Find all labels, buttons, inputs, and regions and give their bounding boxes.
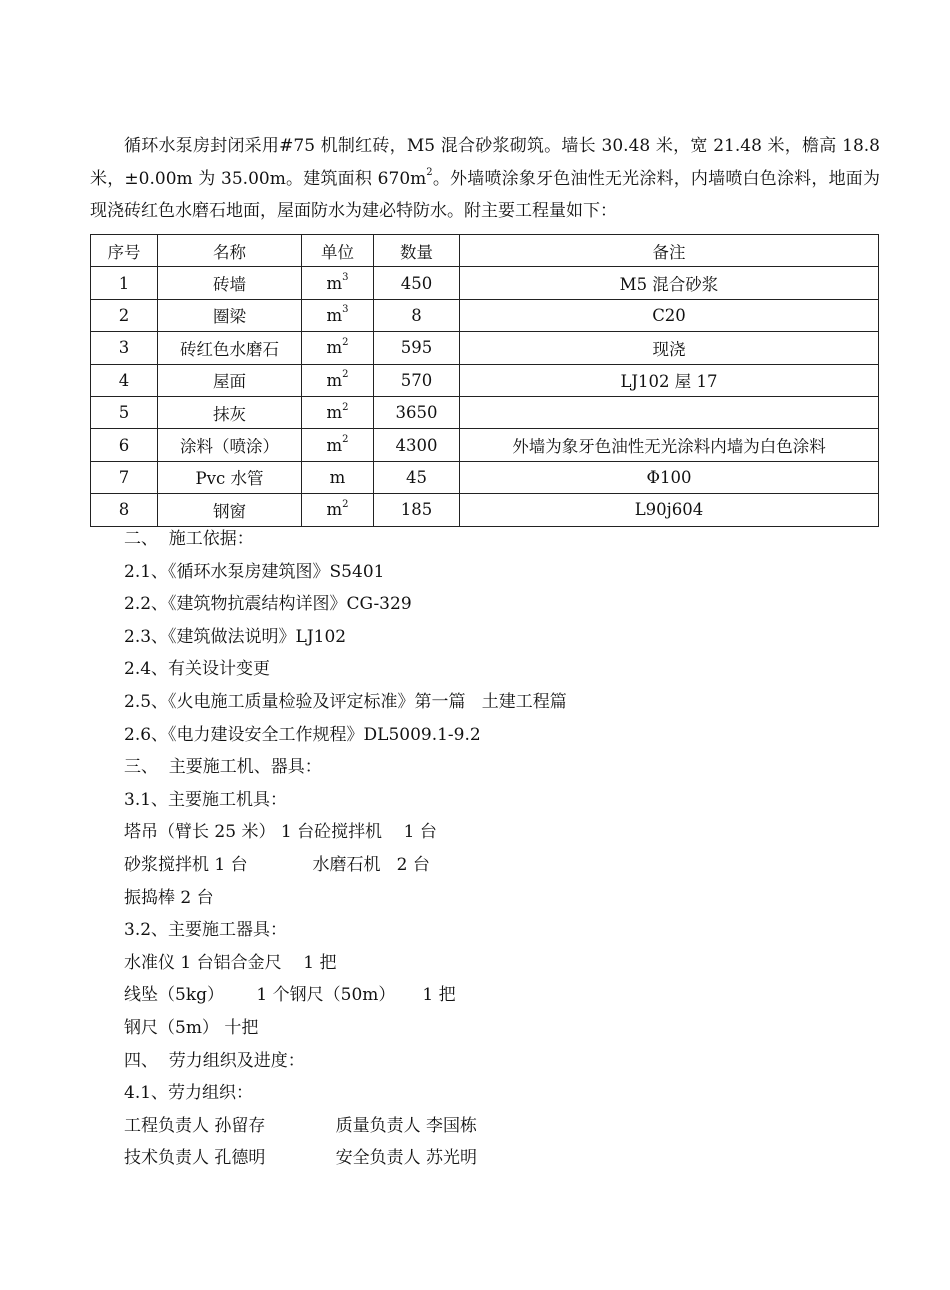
subsection-heading: 4.1、劳力组织：: [124, 1083, 254, 1104]
cell-note: C20: [460, 299, 879, 331]
equipment-line: 砂浆搅拌机 1 台 水磨石机 2 台: [124, 854, 430, 875]
intro-paragraph: [90, 130, 880, 228]
cell-no: 3: [91, 332, 158, 364]
cell-unit: [302, 494, 374, 526]
staff-line: 工程负责人 孙留存 质量负责人 李国栋: [124, 1115, 478, 1136]
cell-no: 5: [91, 396, 158, 428]
cell-qty: 8: [374, 299, 460, 331]
unit-superscript: 2: [342, 498, 349, 510]
equipment-line: 塔吊（臂长 25 米） 1 台砼搅拌机 1 台: [124, 822, 437, 843]
cell-qty: 185: [374, 494, 460, 526]
unit-superscript: 3: [342, 272, 349, 284]
cell-unit: [302, 364, 374, 396]
section-heading: 二、 施工依据：: [124, 529, 254, 549]
cell-name: 砖红色水磨石: [158, 332, 302, 364]
section-heading: 三、 主要施工机、器具：: [124, 757, 322, 778]
cell-name: 屋面: [158, 364, 302, 396]
unit-superscript: 2: [342, 401, 349, 413]
cell-qty: 45: [374, 461, 460, 493]
basis-item: 2.5、《火电施工质量检验及评定标准》第一篇 土建工程篇: [124, 691, 567, 712]
cell-note: LJ102 屋 17: [460, 364, 879, 396]
cell-note: M5 混合砂浆: [460, 267, 879, 299]
tool-line: 水准仪 1 台铝合金尺 1 把: [124, 952, 337, 973]
unit-text: m: [326, 435, 343, 455]
header-name: 名称: [158, 235, 302, 267]
cell-qty: 450: [374, 267, 460, 299]
subsection-heading: 3.1、主要施工机具：: [124, 789, 288, 810]
basis-item: 2.2、《建筑物抗震结构详图》CG-329: [124, 594, 412, 615]
header-no: 序号: [91, 235, 158, 267]
cell-qty: 570: [374, 364, 460, 396]
cell-unit: [302, 396, 374, 428]
cell-note: [460, 396, 879, 428]
cell-note: 外墙为象牙色油性无光涂料内墙为白色涂料: [460, 429, 879, 461]
cell-no: 8: [91, 494, 158, 526]
intro-line-3: 色涂料，地面为现浇砖红色水磨石地面，屋面防水为建必特防水。附主要工程量如下：: [90, 168, 881, 221]
table-row: [91, 299, 879, 331]
cell-note: 现浇: [460, 332, 879, 364]
staff-line: 技术负责人 孔德明 安全负责人 苏光明: [124, 1148, 478, 1169]
intro-line-2: 高 18.8 米，±0.00m 为 35.00m。建筑面积 670m: [90, 136, 880, 189]
cell-name: 钢窗: [158, 494, 302, 526]
header-note: 备注: [460, 235, 879, 267]
quantity-table: [90, 234, 879, 527]
unit-text: m: [326, 338, 343, 358]
header-unit: 单位: [302, 235, 374, 267]
basis-item: 2.1、《循环水泵房建筑图》S5401: [124, 561, 385, 582]
cell-name: 砖墙: [158, 267, 302, 299]
table-row: [91, 396, 879, 428]
cell-qty: 595: [374, 332, 460, 364]
unit-text: m: [326, 370, 343, 390]
cell-name: 涂料（喷涂）: [158, 429, 302, 461]
table-row: [91, 332, 879, 364]
table-row: [91, 461, 879, 493]
cell-unit: [302, 267, 374, 299]
cell-no: 7: [91, 461, 158, 493]
table-row: [91, 429, 879, 461]
table-header-row: [91, 235, 879, 267]
equipment-line: 振捣棒 2 台: [124, 887, 214, 908]
basis-item: 2.6、《电力建设安全工作规程》DL5009.1-9.2: [124, 724, 481, 745]
cell-name: 圈梁: [158, 299, 302, 331]
cell-name: Pvc 水管: [158, 461, 302, 493]
cell-name: 抹灰: [158, 396, 302, 428]
unit-superscript: 2: [342, 434, 349, 446]
unit-superscript: 2: [342, 336, 349, 348]
tool-line: 线坠（5kg） 1 个钢尺（50m） 1 把: [124, 985, 456, 1006]
intro-line-1: 循环水泵房封闭采用#75 机制红砖，M5 混合砂浆砌筑。墙长 30.48 米，宽 21.48 米，檐: [124, 136, 820, 156]
table-row: [91, 267, 879, 299]
unit-superscript: 2: [342, 369, 349, 381]
cell-note: L90j604: [460, 494, 879, 526]
intro-line-2-rest: 。外墙喷涂象牙色油性无光涂料，内墙喷白: [432, 168, 760, 189]
unit-text: m: [326, 500, 343, 520]
basis-item: 2.4、有关设计变更: [124, 659, 271, 680]
cell-no: 1: [91, 267, 158, 299]
cell-unit: [302, 429, 374, 461]
unit-text: m: [329, 467, 346, 487]
cell-no: 6: [91, 429, 158, 461]
cell-unit: [302, 332, 374, 364]
basis-item: 2.3、《建筑做法说明》LJ102: [124, 626, 347, 647]
cell-unit: [302, 299, 374, 331]
cell-no: 4: [91, 364, 158, 396]
cell-no: 2: [91, 299, 158, 331]
unit-superscript: 3: [342, 304, 349, 316]
area-superscript: 2: [426, 166, 433, 178]
cell-note: Φ100: [460, 461, 879, 493]
unit-text: m: [326, 305, 343, 325]
cell-qty: 3650: [374, 396, 460, 428]
tool-line: 钢尺（5m） 十把: [124, 1017, 259, 1038]
section-heading: 四、 劳力组织及进度：: [124, 1050, 305, 1071]
body-lines: [124, 523, 567, 1175]
table-row: [91, 364, 879, 396]
cell-unit: [302, 461, 374, 493]
unit-text: m: [326, 403, 343, 423]
header-qty: 数量: [374, 235, 460, 267]
table-row: [91, 494, 879, 526]
subsection-heading: 3.2、主要施工器具：: [124, 920, 288, 941]
unit-text: m: [326, 273, 343, 293]
cell-qty: 4300: [374, 429, 460, 461]
